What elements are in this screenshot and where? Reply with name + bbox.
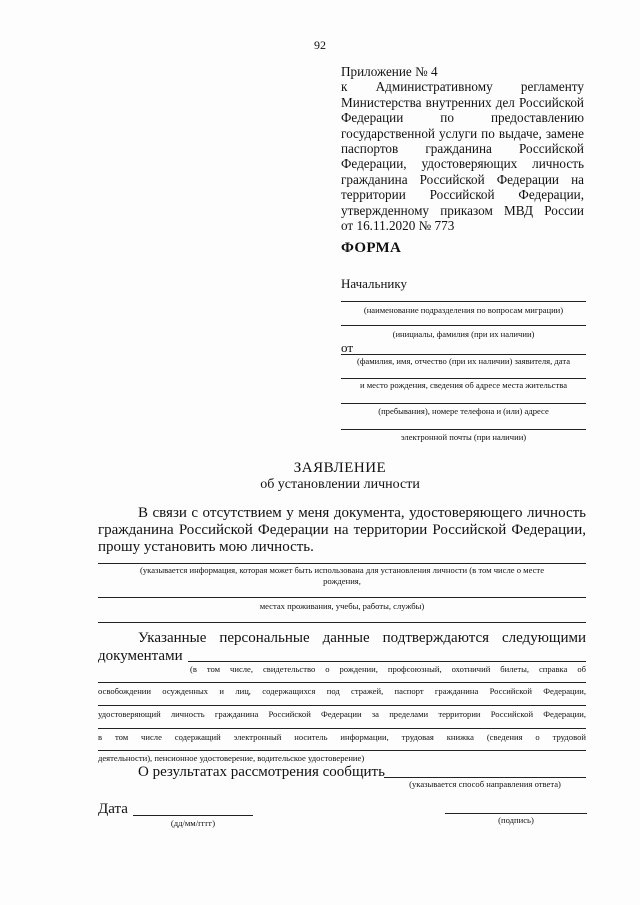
appendix-line: к Административному регламенту bbox=[341, 79, 584, 95]
statement-line: гражданина Российской Федерации на территории Российской Федерации, bbox=[98, 522, 586, 538]
document-title: ЗАЯВЛЕНИЕ bbox=[293, 460, 387, 476]
info-line[interactable] bbox=[98, 563, 586, 564]
documents-label: документами bbox=[98, 648, 183, 664]
result-field[interactable] bbox=[384, 777, 586, 778]
info-caption: (указывается информация, которая может быть использована для установления личности (в том числе о месте bbox=[139, 565, 545, 575]
documents-caption: удостоверяющий личность гражданина Российской Федерации за пределами территории Российской Федерации, bbox=[98, 709, 586, 719]
date-caption: (дд/мм/гггг) bbox=[170, 818, 216, 828]
documents-line-field[interactable] bbox=[188, 661, 586, 662]
form-label: ФОРМА bbox=[341, 240, 402, 256]
addressee-to-label: Начальнику bbox=[341, 276, 408, 291]
appendix-line: государственной услуги по выдаче, замене bbox=[341, 125, 584, 141]
documents-line-field[interactable] bbox=[98, 682, 586, 683]
signature-field[interactable] bbox=[445, 813, 587, 814]
documents-caption: освобождении осужденных и лиц, содержащихся под стражей, паспорт гражданина Российской Федерации, bbox=[98, 686, 586, 696]
appendix-line: Приложение № 4 bbox=[341, 64, 438, 79]
applicant-caption: электронной почты (при наличии) bbox=[400, 432, 527, 442]
appendix-line: Министерства внутренних дел Российской bbox=[341, 94, 584, 110]
appendix-line: Федерации по предоставлению bbox=[341, 110, 584, 126]
info-caption: рождения, bbox=[323, 576, 361, 586]
applicant-caption: (фамилия, имя, отчество (при их наличии) заявителя, дата bbox=[356, 356, 571, 366]
documents-line: Указанные персональные данные подтверждаются следующими bbox=[138, 630, 586, 646]
applicant-line[interactable] bbox=[341, 403, 586, 404]
info-line[interactable] bbox=[98, 597, 586, 598]
info-caption: местах проживания, учебы, работы, службы) bbox=[259, 601, 425, 611]
page-number: 92 bbox=[314, 38, 326, 52]
appendix-line: территории Российской Федерации, bbox=[341, 187, 584, 203]
division-line[interactable] bbox=[341, 301, 586, 302]
info-line[interactable] bbox=[98, 622, 586, 623]
documents-block bbox=[98, 630, 586, 647]
signature-caption: (подпись) bbox=[498, 815, 534, 825]
appendix-line: от 16.11.2020 № 773 bbox=[341, 217, 455, 233]
division-caption: (наименование подразделения по вопросам миграции) bbox=[363, 305, 564, 315]
date-field[interactable] bbox=[133, 815, 253, 816]
document-subtitle: об установлении личности bbox=[260, 477, 420, 492]
applicant-caption: и место рождения, сведения об адресе места жительства bbox=[359, 380, 568, 390]
applicant-line[interactable] bbox=[341, 378, 586, 379]
result-caption: (указывается способ направления ответа) bbox=[409, 779, 561, 789]
documents-line-field[interactable] bbox=[98, 728, 586, 729]
appendix-line: паспортов гражданина Российской bbox=[341, 140, 584, 156]
applicant-caption: (пребывания), номере телефона и (или) адресе bbox=[378, 406, 549, 416]
applicant-line[interactable] bbox=[341, 429, 586, 430]
documents-caption: (в том числе, свидетельство о рождении, профсоюзный, охотничий билеты, справка об bbox=[190, 664, 586, 674]
result-label: О результатах рассмотрения сообщить bbox=[138, 764, 385, 780]
addressee-from-label: от bbox=[341, 340, 354, 355]
statement-line: прошу установить мою личность. bbox=[98, 539, 314, 555]
documents-caption: в том числе содержащий электронный носитель информации, трудовая книжка (сведения о трудовой bbox=[98, 732, 586, 742]
statement-line: В связи с отсутствием у меня документа, удостоверяющего личность bbox=[138, 505, 586, 521]
date-label: Дата bbox=[98, 801, 128, 817]
statement bbox=[98, 505, 586, 556]
initials-caption: (инициалы, фамилия (при их наличии) bbox=[392, 329, 535, 339]
documents-caption: деятельности), пенсионное удостоверение, водительское удостоверение) bbox=[98, 753, 365, 763]
documents-line-field[interactable] bbox=[98, 705, 586, 706]
appendix-line: Федерации, удостоверяющих личность bbox=[341, 156, 584, 172]
applicant-line[interactable] bbox=[341, 354, 586, 355]
appendix-header bbox=[341, 64, 584, 233]
appendix-line: утвержденному приказом МВД России bbox=[341, 202, 584, 218]
documents-line-field[interactable] bbox=[98, 750, 586, 751]
initials-line[interactable] bbox=[341, 325, 586, 326]
appendix-line: гражданина Российской Федерации на bbox=[341, 171, 584, 187]
